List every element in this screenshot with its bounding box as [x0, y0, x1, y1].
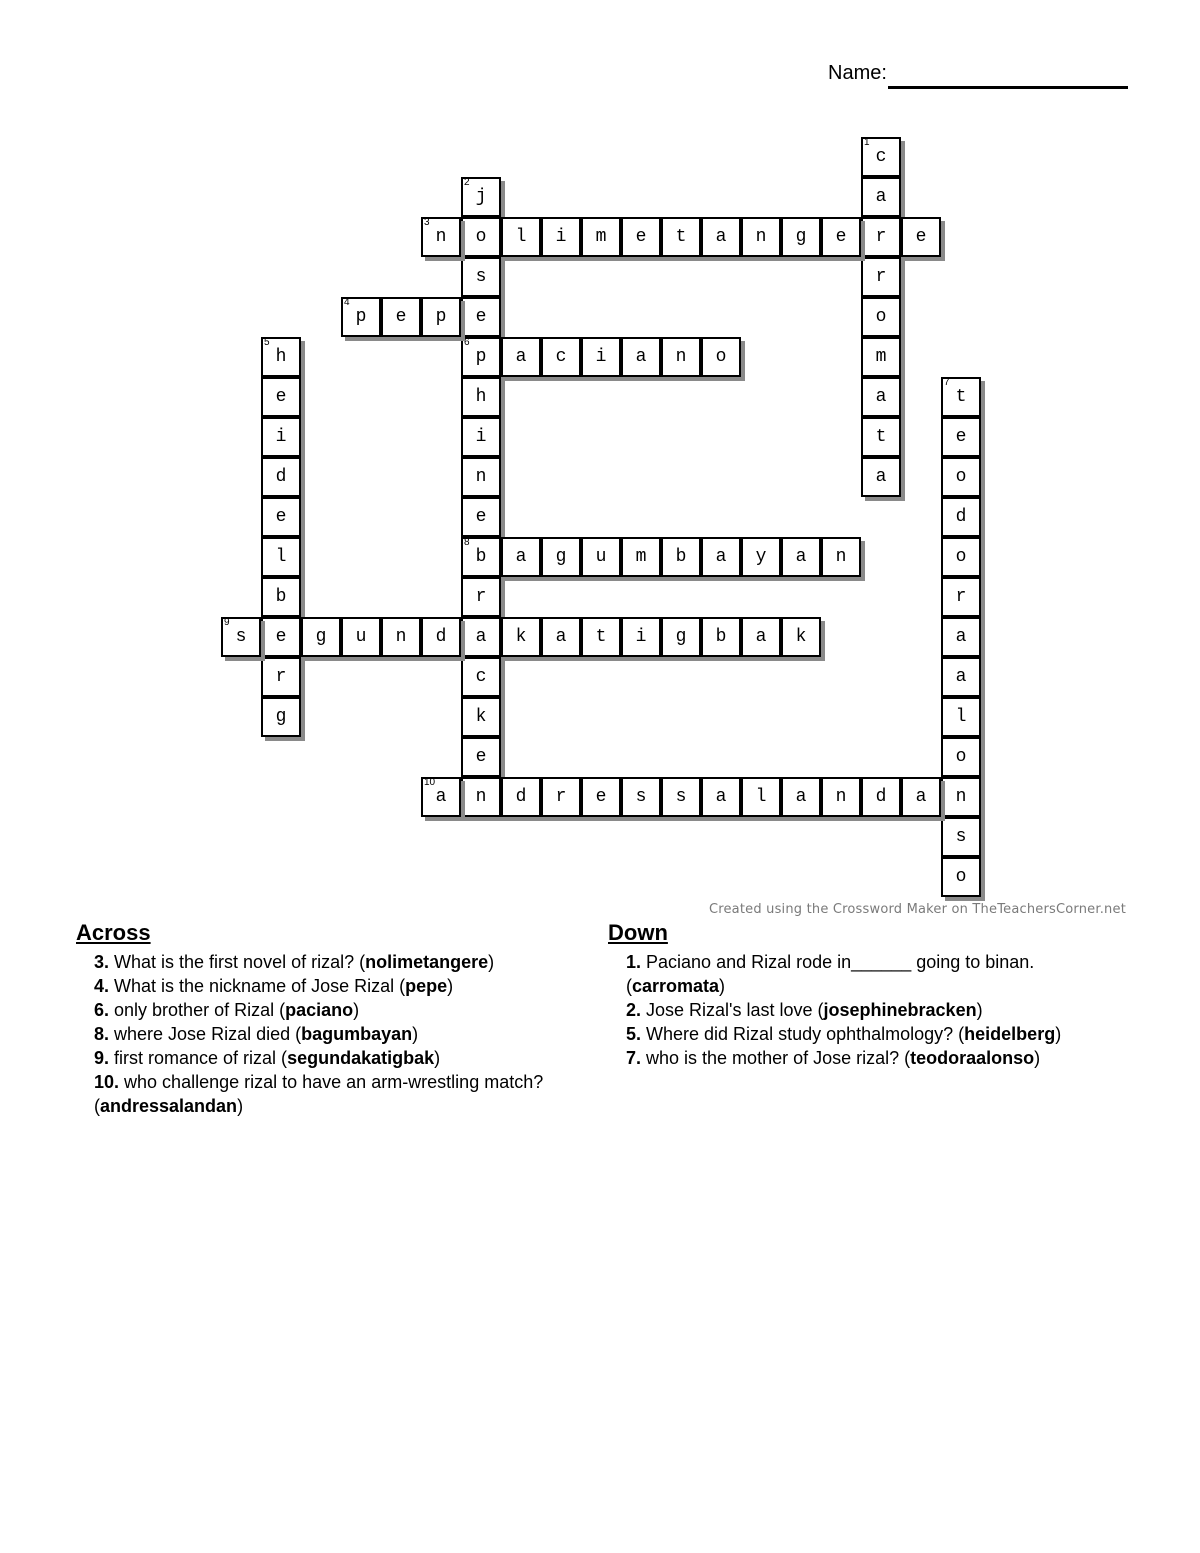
cell-letter: u — [355, 627, 367, 647]
clue-number: 4 — [344, 297, 350, 308]
grid-cell[interactable] — [941, 537, 981, 577]
cell-letter: i — [595, 347, 607, 367]
cell-letter: d — [275, 467, 287, 487]
grid-cell[interactable] — [261, 377, 301, 417]
cell-letter: y — [755, 547, 767, 567]
cell-letter: r — [875, 267, 887, 287]
clue-answer: josephinebracken — [823, 1000, 977, 1020]
across-title: Across — [76, 920, 151, 945]
cell-letter: o — [715, 347, 727, 367]
across-clue — [94, 998, 574, 1022]
grid-cell[interactable] — [461, 377, 501, 417]
grid-cell[interactable] — [341, 617, 381, 657]
name-label: Name: — [828, 62, 887, 84]
cell-letter: d — [955, 507, 967, 527]
grid-cell[interactable] — [941, 697, 981, 737]
grid-cell[interactable] — [781, 777, 821, 817]
grid-cell[interactable] — [941, 497, 981, 537]
grid-cell[interactable] — [741, 217, 781, 257]
grid-cell[interactable] — [701, 217, 741, 257]
grid-cell[interactable] — [261, 577, 301, 617]
cell-letter: o — [955, 867, 967, 887]
grid-cell[interactable] — [261, 657, 301, 697]
clue-number: 3. — [94, 952, 115, 972]
grid-cell[interactable] — [941, 817, 981, 857]
grid-cell[interactable] — [821, 217, 861, 257]
clue-number: 8 — [464, 537, 470, 548]
clue-number: 1 — [864, 137, 870, 148]
down-clue — [626, 1022, 1126, 1046]
grid-cell[interactable] — [861, 297, 901, 337]
cell-letter: a — [715, 547, 727, 567]
grid-cell[interactable] — [661, 777, 701, 817]
cell-letter: o — [955, 467, 967, 487]
grid-cell[interactable] — [861, 417, 901, 457]
grid-cell[interactable] — [461, 777, 501, 817]
cell-letter: n — [675, 347, 687, 367]
grid-cell[interactable] — [861, 217, 901, 257]
grid-cell[interactable] — [941, 657, 981, 697]
grid-cell[interactable] — [301, 617, 341, 657]
cell-letter: l — [515, 227, 527, 247]
clue-answer: bagumbayan — [301, 1024, 413, 1044]
grid-cell[interactable] — [621, 337, 661, 377]
grid-cell[interactable] — [541, 777, 581, 817]
grid-cell[interactable] — [461, 497, 501, 537]
grid-cell[interactable] — [621, 217, 661, 257]
cell-letter: g — [555, 547, 567, 567]
cell-letter: d — [875, 787, 887, 807]
grid-cell[interactable] — [861, 337, 901, 377]
grid-cell[interactable] — [861, 377, 901, 417]
grid-cell[interactable] — [941, 737, 981, 777]
cell-letter: m — [875, 347, 887, 367]
clue-text: only brother of Rizal ( — [114, 1000, 286, 1020]
grid-cell[interactable] — [461, 177, 501, 217]
cell-letter: a — [555, 627, 567, 647]
cell-letter: a — [635, 347, 647, 367]
cell-letter: e — [955, 427, 967, 447]
cell-letter: d — [515, 787, 527, 807]
clue-answer: segundakatigbak — [287, 1048, 435, 1068]
cell-letter: e — [395, 307, 407, 327]
grid-cell[interactable] — [941, 617, 981, 657]
grid-cell[interactable] — [221, 617, 261, 657]
grid-cell[interactable] — [941, 457, 981, 497]
clue-text: who challenge rizal to have an arm-wrestling match? ( — [94, 1072, 544, 1116]
cell-letter: u — [595, 547, 607, 567]
cell-letter: o — [955, 547, 967, 567]
grid-cell[interactable] — [461, 657, 501, 697]
cell-letter: r — [875, 227, 887, 247]
cell-letter: o — [955, 747, 967, 767]
clue-number: 6. — [94, 1000, 115, 1020]
clue-suffix: ) — [1055, 1024, 1062, 1044]
grid-cell[interactable] — [661, 337, 701, 377]
grid-cell[interactable] — [461, 297, 501, 337]
clue-suffix: ) — [719, 976, 726, 996]
grid-cell[interactable] — [661, 217, 701, 257]
cell-letter: n — [475, 787, 487, 807]
clue-answer: paciano — [285, 1000, 354, 1020]
grid-cell[interactable] — [941, 577, 981, 617]
grid-cell[interactable] — [501, 337, 541, 377]
cell-letter: a — [755, 627, 767, 647]
cell-letter: g — [275, 707, 287, 727]
grid-cell[interactable] — [501, 617, 541, 657]
cell-letter: a — [515, 547, 527, 567]
grid-cell[interactable] — [541, 537, 581, 577]
cell-letter: e — [835, 227, 847, 247]
grid-cell[interactable] — [861, 257, 901, 297]
cell-letter: c — [475, 667, 487, 687]
credit-text: Created using the Crossword Maker on TheTeachersCorner.net — [708, 902, 1126, 917]
cell-letter: p — [475, 347, 487, 367]
cell-letter: a — [435, 787, 447, 807]
clue-suffix: ) — [1034, 1048, 1041, 1068]
cell-letter: a — [795, 787, 807, 807]
cell-letter: a — [715, 227, 727, 247]
cell-letter: k — [475, 707, 487, 727]
clue-number: 5. — [626, 1024, 647, 1044]
cell-letter: n — [475, 467, 487, 487]
cell-letter: m — [595, 227, 607, 247]
grid-cell[interactable] — [261, 337, 301, 377]
cell-letter: a — [795, 547, 807, 567]
cell-letter: j — [475, 187, 487, 207]
cell-letter: t — [875, 427, 887, 447]
clue-answer: teodoraalonso — [910, 1048, 1035, 1068]
cell-letter: s — [675, 787, 687, 807]
cell-letter: c — [555, 347, 567, 367]
grid-cell[interactable] — [901, 217, 941, 257]
grid-cell[interactable] — [421, 777, 461, 817]
grid-cell[interactable] — [541, 617, 581, 657]
grid-cell[interactable] — [701, 777, 741, 817]
down-clue-list — [626, 950, 1126, 1070]
clue-number: 2 — [464, 177, 470, 188]
across-clue — [94, 1022, 574, 1046]
cell-letter: e — [275, 627, 287, 647]
clue-text: where Jose Rizal died ( — [114, 1024, 302, 1044]
cell-letter: d — [435, 627, 447, 647]
grid-cell[interactable] — [701, 617, 741, 657]
cell-letter: l — [755, 787, 767, 807]
cell-letter: n — [955, 787, 967, 807]
clue-suffix: ) — [434, 1048, 441, 1068]
cell-letter: a — [875, 467, 887, 487]
clue-text: first romance of rizal ( — [114, 1048, 288, 1068]
cell-letter: i — [635, 627, 647, 647]
grid-cell[interactable] — [461, 217, 501, 257]
cell-letter: g — [315, 627, 327, 647]
grid-cell[interactable] — [781, 217, 821, 257]
grid-cell[interactable] — [861, 457, 901, 497]
grid-cell[interactable] — [621, 537, 661, 577]
grid-cell[interactable] — [261, 537, 301, 577]
across-clue-list — [94, 950, 574, 1118]
cell-letter: k — [515, 627, 527, 647]
grid-cell[interactable] — [421, 217, 461, 257]
cell-letter: r — [275, 667, 287, 687]
cell-letter: p — [435, 307, 447, 327]
clue-text: Paciano and Rizal rode in______ going to binan. ( — [626, 952, 1035, 996]
clue-text: What is the first novel of rizal? ( — [114, 952, 366, 972]
cell-letter: m — [635, 547, 647, 567]
grid-cell[interactable] — [741, 617, 781, 657]
clue-number: 6 — [464, 337, 470, 348]
clue-number: 9 — [224, 617, 230, 628]
grid-cell[interactable] — [261, 457, 301, 497]
cell-letter: n — [835, 787, 847, 807]
across-clue — [94, 1046, 574, 1070]
cell-letter: s — [475, 267, 487, 287]
grid-cell[interactable] — [741, 777, 781, 817]
cell-letter: g — [675, 627, 687, 647]
grid-cell[interactable] — [261, 617, 301, 657]
grid-cell[interactable] — [781, 617, 821, 657]
cell-letter: a — [875, 387, 887, 407]
cell-letter: h — [475, 387, 487, 407]
cell-letter: l — [275, 547, 287, 567]
clue-number: 1. — [626, 952, 647, 972]
clue-answer: pepe — [405, 976, 448, 996]
grid-cell[interactable] — [461, 737, 501, 777]
cell-letter: e — [275, 507, 287, 527]
cell-letter: t — [955, 387, 967, 407]
grid-cell[interactable] — [661, 617, 701, 657]
grid-cell[interactable] — [461, 617, 501, 657]
grid-cell[interactable] — [861, 137, 901, 177]
grid-cell[interactable] — [461, 337, 501, 377]
cell-letter: a — [915, 787, 927, 807]
grid-cell[interactable] — [781, 537, 821, 577]
clue-suffix: ) — [488, 952, 495, 972]
clue-suffix: ) — [412, 1024, 419, 1044]
cell-letter: t — [675, 227, 687, 247]
across-clue — [94, 1070, 574, 1118]
grid-cell[interactable] — [461, 457, 501, 497]
clue-number: 9. — [94, 1048, 115, 1068]
cell-letter: n — [435, 227, 447, 247]
clue-text: Jose Rizal's last love ( — [646, 1000, 824, 1020]
cell-letter: o — [875, 307, 887, 327]
clue-number: 7 — [944, 377, 950, 388]
down-clue — [626, 1046, 1126, 1070]
cell-letter: r — [555, 787, 567, 807]
cell-letter: b — [715, 627, 727, 647]
clue-suffix: ) — [353, 1000, 360, 1020]
grid-cell[interactable] — [261, 497, 301, 537]
grid-cell[interactable] — [701, 537, 741, 577]
cell-letter: i — [475, 427, 487, 447]
cell-letter: s — [235, 627, 247, 647]
cell-letter: a — [875, 187, 887, 207]
clue-text: Where did Rizal study ophthalmology? ( — [646, 1024, 965, 1044]
clue-number: 10 — [424, 777, 436, 788]
grid-cell[interactable] — [901, 777, 941, 817]
grid-cell[interactable] — [661, 537, 701, 577]
clue-number: 7. — [626, 1048, 647, 1068]
grid-cell[interactable] — [501, 537, 541, 577]
cell-letter: c — [875, 147, 887, 167]
clue-text: What is the nickname of Jose Rizal ( — [114, 976, 406, 996]
clue-number: 2. — [626, 1000, 647, 1020]
grid-cell[interactable] — [501, 777, 541, 817]
grid-cell[interactable] — [581, 337, 621, 377]
grid-cell[interactable] — [861, 177, 901, 217]
grid-cell[interactable] — [261, 697, 301, 737]
grid-cell[interactable] — [581, 537, 621, 577]
grid-cell[interactable] — [581, 617, 621, 657]
grid-cell[interactable] — [941, 377, 981, 417]
cell-letter: b — [275, 587, 287, 607]
across-clue — [94, 974, 574, 998]
cell-letter: g — [795, 227, 807, 247]
clue-number: 5 — [264, 337, 270, 348]
cell-letter: n — [755, 227, 767, 247]
cell-letter: s — [955, 827, 967, 847]
grid-cell[interactable] — [701, 337, 741, 377]
down-clue — [626, 998, 1126, 1022]
cell-letter: i — [275, 427, 287, 447]
cell-letter: a — [515, 347, 527, 367]
cell-letter: r — [475, 587, 487, 607]
cell-letter: k — [795, 627, 807, 647]
cell-letter: e — [475, 307, 487, 327]
grid-cell[interactable] — [461, 417, 501, 457]
grid-cell[interactable] — [941, 857, 981, 897]
clue-number: 4. — [94, 976, 115, 996]
grid-cell[interactable] — [741, 537, 781, 577]
grid-cell[interactable] — [461, 577, 501, 617]
clue-answer: nolimetangere — [365, 952, 489, 972]
grid-cell[interactable] — [821, 537, 861, 577]
cell-letter: l — [955, 707, 967, 727]
grid-cell[interactable] — [341, 297, 381, 337]
cell-letter: h — [275, 347, 287, 367]
clue-suffix: ) — [237, 1096, 244, 1116]
clue-answer: heidelberg — [964, 1024, 1056, 1044]
grid-cell[interactable] — [581, 217, 621, 257]
cell-letter: o — [475, 227, 487, 247]
cell-letter: a — [955, 667, 967, 687]
clue-suffix: ) — [447, 976, 454, 996]
cell-letter: e — [275, 387, 287, 407]
cell-letter: e — [915, 227, 927, 247]
across-clue — [94, 950, 574, 974]
cell-letter: a — [475, 627, 487, 647]
cell-letter: p — [355, 307, 367, 327]
grid-cell[interactable] — [941, 417, 981, 457]
cell-letter: e — [595, 787, 607, 807]
cell-letter: b — [475, 547, 487, 567]
grid-cell[interactable] — [621, 617, 661, 657]
cell-letter: r — [955, 587, 967, 607]
cell-letter: i — [555, 227, 567, 247]
grid-cell[interactable] — [941, 777, 981, 817]
down-clue — [626, 950, 1126, 998]
grid-cell[interactable] — [861, 777, 901, 817]
grid-cell[interactable] — [421, 617, 461, 657]
clue-answer: andressalandan — [100, 1096, 238, 1116]
grid-cell[interactable] — [581, 777, 621, 817]
grid-cell[interactable] — [541, 337, 581, 377]
clue-number: 10. — [94, 1072, 125, 1092]
grid-cell[interactable] — [461, 537, 501, 577]
clue-number: 3 — [424, 217, 430, 228]
cell-letter: n — [395, 627, 407, 647]
grid-cell[interactable] — [461, 257, 501, 297]
grid-cell[interactable] — [381, 297, 421, 337]
grid-cell[interactable] — [821, 777, 861, 817]
cell-letter: t — [595, 627, 607, 647]
cell-letter: e — [635, 227, 647, 247]
clue-answer: carromata — [632, 976, 720, 996]
grid-cell[interactable] — [461, 697, 501, 737]
cell-letter: e — [475, 507, 487, 527]
grid-cell[interactable] — [621, 777, 661, 817]
grid-cell[interactable] — [501, 217, 541, 257]
grid-cell[interactable] — [421, 297, 461, 337]
cell-letter: a — [715, 787, 727, 807]
cell-letter: n — [835, 547, 847, 567]
cell-letter: e — [475, 747, 487, 767]
cell-letter: a — [955, 627, 967, 647]
grid-cell[interactable] — [261, 417, 301, 457]
clue-text: who is the mother of Jose rizal? ( — [646, 1048, 911, 1068]
grid-cell[interactable] — [381, 617, 421, 657]
cell-letter: b — [675, 547, 687, 567]
down-title: Down — [608, 920, 668, 945]
grid-cell[interactable] — [541, 217, 581, 257]
clue-number: 8. — [94, 1024, 115, 1044]
cell-letter: s — [635, 787, 647, 807]
clue-suffix: ) — [976, 1000, 983, 1020]
